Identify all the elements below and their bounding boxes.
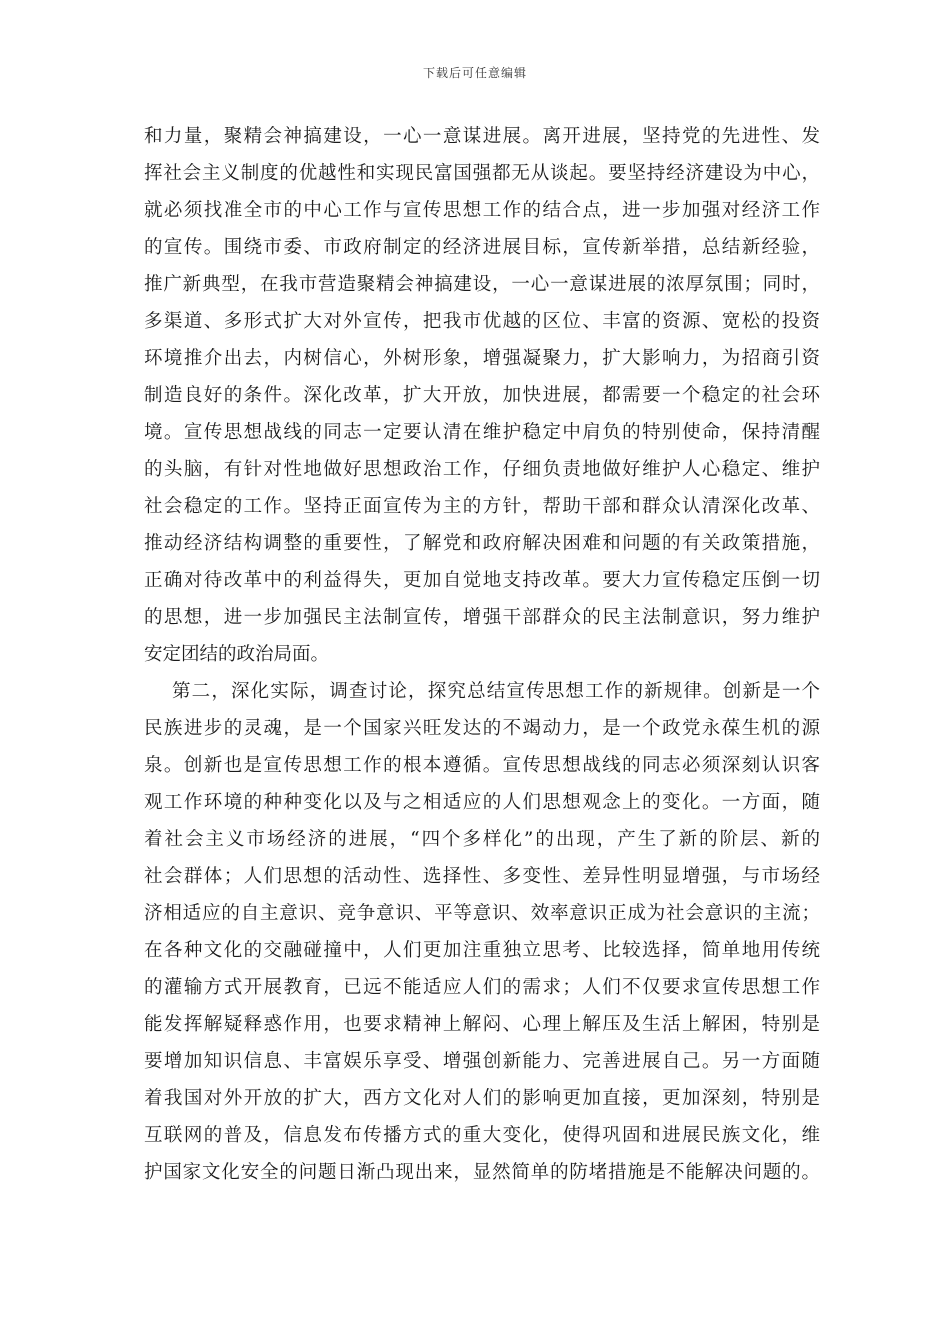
- text-line: 在各种文化的交融碰撞中，人们更加注重独立思考、比较选择，简单地用传统: [144, 940, 820, 961]
- text-line: 的宣传。围绕市委、市政府制定的经济进展目标，宣传新举措，总结新经验，: [144, 237, 820, 258]
- text-line: 制造良好的条件。深化改革，扩大开放，加快进展，都需要一个稳定的社会环: [144, 385, 820, 406]
- document-body: [144, 118, 820, 1191]
- paragraph-1: [144, 118, 820, 673]
- text-line: 着社会主义市场经济的进展，“四个多样化”的出现，产生了新的阶层、新的: [144, 829, 820, 850]
- text-line: 境。宣传思想战线的同志一定要认清在维护稳定中肩负的特别使命，保持清醒: [144, 422, 820, 443]
- paragraph-2: [144, 673, 820, 1191]
- text-line: 民族进步的灵魂，是一个国家兴旺发达的不竭动力，是一个政党永葆生机的源: [144, 718, 820, 739]
- text-line: 护国家文化安全的问题日渐凸现出来，显然简单的防堵措施是不能解决问题的。: [144, 1162, 820, 1183]
- text-line: 观工作环境的种种变化以及与之相适应的人们思想观念上的变化。一方面，随: [144, 792, 820, 813]
- page-header-note: 下载后可任意编辑: [422, 66, 527, 80]
- text-line: 泉。创新也是宣传思想工作的根本遵循。宣传思想战线的同志必须深刻认识客: [144, 755, 820, 776]
- text-line: 环境推介出去，内树信心，外树形象，增强凝聚力，扩大影响力，为招商引资: [144, 348, 820, 369]
- text-line: 推广新典型，在我市营造聚精会神搞建设，一心一意谋进展的浓厚氛围；同时，: [144, 274, 820, 295]
- text-line: 的思想，进一步加强民主法制宣传，增强干部群众的民主法制意识，努力维护: [144, 607, 820, 628]
- text-line: 要增加知识信息、丰富娱乐享受、增强创新能力、完善进展自己。另一方面随: [144, 1051, 820, 1072]
- text-line: 推动经济结构调整的重要性，了解党和政府解决困难和问题的有关政策措施，: [144, 533, 820, 554]
- text-line: 能发挥解疑释惑作用，也要求精神上解闷、心理上解压及生活上解困，特别是: [144, 1014, 820, 1035]
- text-line: 社会群体；人们思想的活动性、选择性、多变性、差异性明显增强，与市场经: [144, 866, 820, 887]
- text-line: 济相适应的自主意识、竞争意识、平等意识、效率意识正成为社会意识的主流；: [144, 903, 820, 924]
- text-line: 的头脑，有针对性地做好思想政治工作，仔细负责地做好维护人心稳定、维护: [144, 459, 820, 480]
- text-line: 正确对待改革中的利益得失，更加自觉地支持改革。要大力宣传稳定压倒一切: [144, 570, 820, 591]
- text-line: 第二，深化实际，调查讨论，探究总结宣传思想工作的新规律。创新是一个: [172, 681, 820, 702]
- text-line: 和力量，聚精会神搞建设，一心一意谋进展。离开进展，坚持党的先进性、发: [144, 126, 820, 147]
- text-line: 多渠道、多形式扩大对外宣传，把我市优越的区位、丰富的资源、宽松的投资: [144, 311, 820, 332]
- text-line: 安定团结的政治局面。: [144, 644, 330, 665]
- text-line: 的灌输方式开展教育，已远不能适应人们的需求；人们不仅要求宣传思想工作: [144, 977, 820, 998]
- text-line: 就必须找准全市的中心工作与宣传思想工作的结合点，进一步加强对经济工作: [144, 200, 820, 221]
- text-line: 着我国对外开放的扩大，西方文化对人们的影响更加直接，更加深刻，特别是: [144, 1088, 820, 1109]
- text-line: 挥社会主义制度的优越性和实现民富国强都无从谈起。要坚持经济建设为中心，: [144, 163, 820, 184]
- text-line: 互联网的普及，信息发布传播方式的重大变化，使得巩固和进展民族文化，维: [144, 1125, 820, 1146]
- text-line: 社会稳定的工作。坚持正面宣传为主的方针，帮助干部和群众认清深化改革、: [144, 496, 820, 517]
